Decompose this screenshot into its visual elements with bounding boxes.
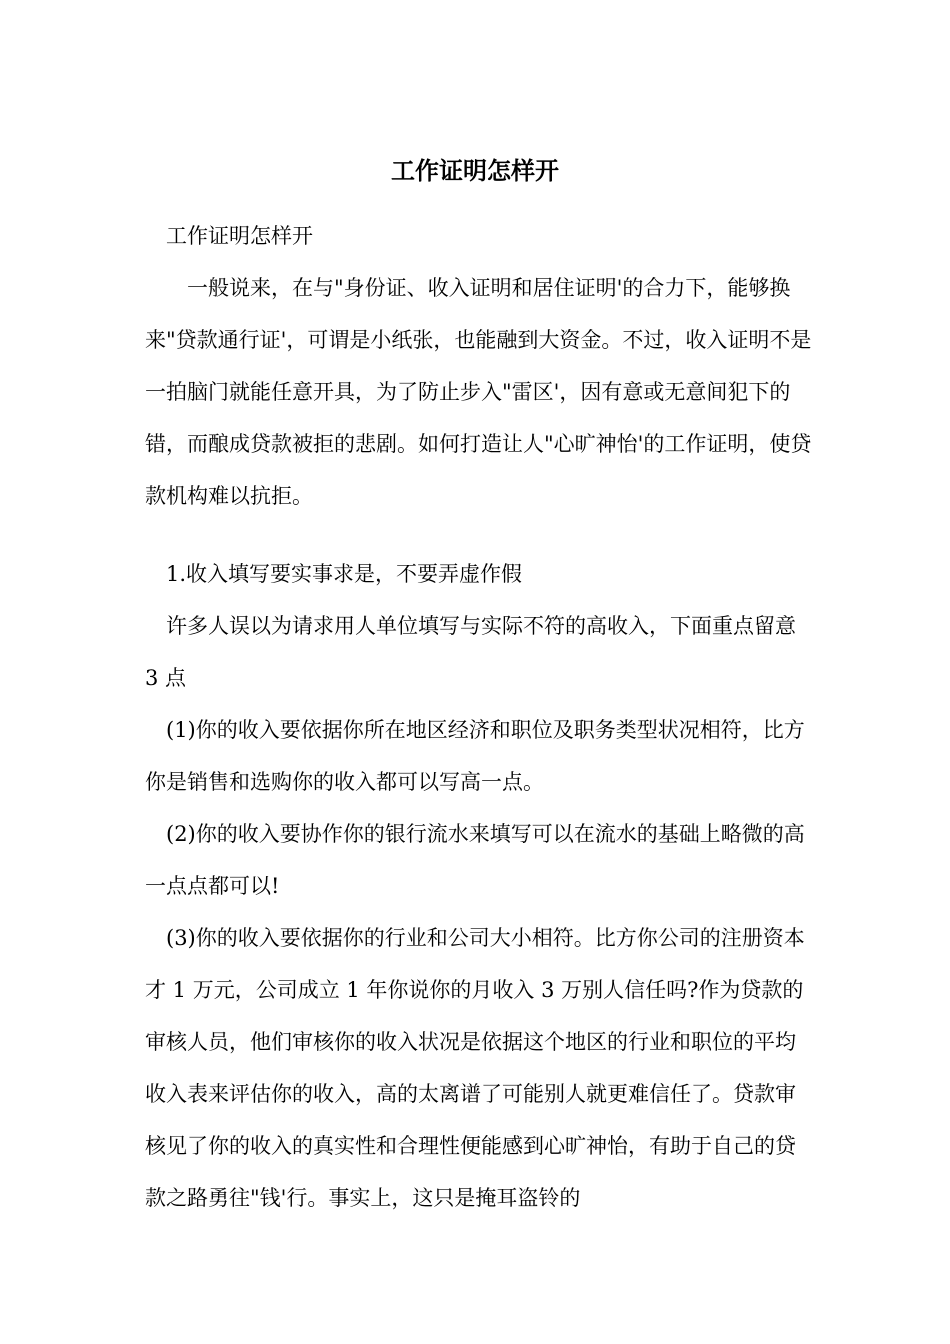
point-2-paragraph: (2)你的收入要协作你的银行流水来填写可以在流水的基础上略微的高一点点都可以!	[145, 822, 805, 898]
point-3-paragraph: (3)你的收入要依据你的行业和公司大小相符。比方你公司的注册资本才 1 万元，公司成立 1 年你说你的月收入 3 万别人信任吗?作为贷款的审核人员，他们审核你的收入状况是依据这个地区的行业和职位的平均收入表来评估你的收入，高的太离谱了可能别人就更难信任了。贷款审核见了你的收入的真实性和合理性便能感到心旷神怡，有助于自己的贷款之路勇往"钱'行。事实上，这只是掩耳盗铃的	[145, 926, 805, 1210]
document-body-lower	[145, 548, 815, 1224]
document-body	[145, 210, 815, 522]
point-1-paragraph: (1)你的收入要依据你所在地区经济和职位及职务类型状况相符，比方你是销售和选购你的收入都可以写高一点。	[145, 718, 805, 794]
document-title: 工作证明怎样开	[391, 156, 559, 185]
section-heading: 1.收入填写要实事求是，不要弄虚作假	[166, 562, 523, 586]
intro-paragraph: 一般说来，在与"身份证、收入证明和居住证明'的合力下，能够换来"贷款通行证'，可谓是小纸张，也能融到大资金。不过，收入证明不是一拍脑门就能任意开具，为了防止步入"雷区'，因有意或无意间犯下的错，而酿成贷款被拒的悲剧。如何打造让人"心旷神怡'的工作证明，使贷款机构难以抗拒。	[145, 276, 812, 508]
subtitle-paragraph: 工作证明怎样开	[166, 224, 313, 248]
section-intro-paragraph: 许多人误以为请求用人单位填写与实际不符的高收入，下面重点留意 3 点	[145, 614, 796, 690]
